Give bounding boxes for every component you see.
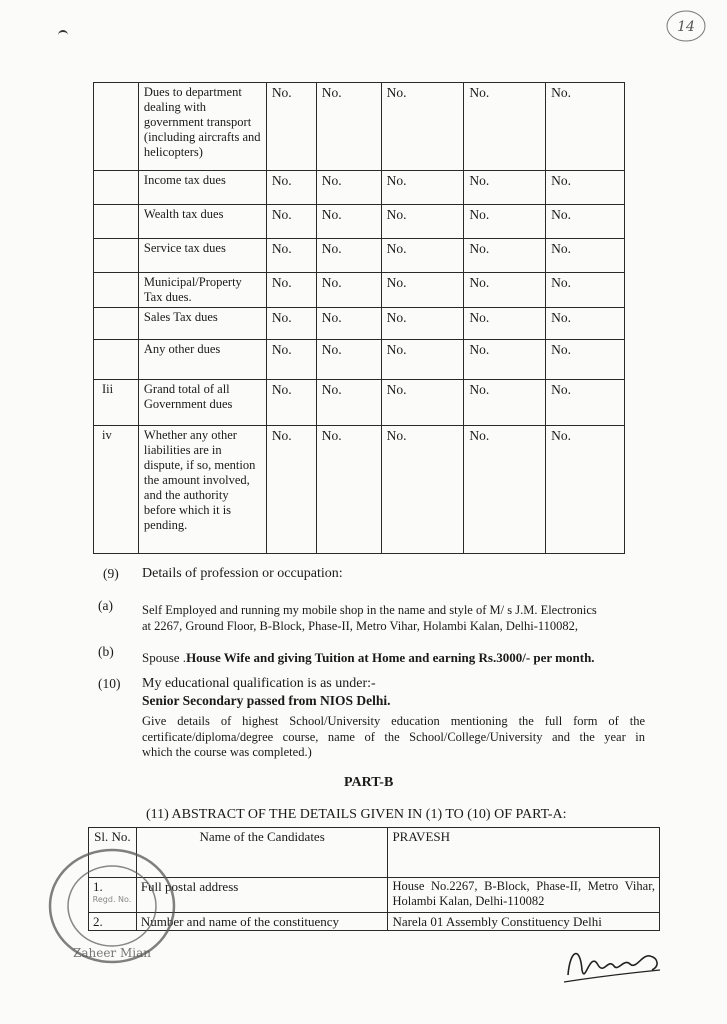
section-10-line-3: which the course was completed.) [142,745,312,759]
dues-row-value: No. [316,83,381,171]
dues-row-value: No. [546,171,625,205]
section-9a-text-2: at 2267, Ground Floor, B-Block, Phase-II, Metro Vihar, Holambi Kalan, Delhi-110082, [142,619,579,633]
abstract-row-1-label: Full postal address [136,878,388,913]
dues-row [94,308,625,340]
dues-row [94,171,625,205]
dues-table [93,82,625,554]
dues-row-number: Iii [94,380,139,426]
section-9-heading: Details of profession or occupation: [142,566,343,581]
dues-row-value: No. [316,171,381,205]
dues-row-value: No. [546,239,625,273]
section-9a-text-1: Self Employed and running my mobile shop in the name and style of M/ s J.M. Electronics [142,603,597,617]
dues-row [94,273,625,308]
section-10-number: (10) [98,676,121,691]
dues-row-value: No. [464,426,546,554]
svg-text:Regd. No.: Regd. No. [92,895,132,904]
dues-row-value: No. [464,308,546,340]
dues-row-value: No. [266,83,316,171]
dues-row [94,239,625,273]
dues-row-item: Grand total of all Government dues [138,380,266,426]
dues-row-number [94,205,139,239]
section-9a-label: (a) [98,598,113,613]
dues-row-value: No. [381,380,464,426]
dues-row-value: No. [266,171,316,205]
dues-row [94,205,625,239]
dues-row-item: Dues to department dealing with government transport (including aircrafts and helicopters) [138,83,266,171]
dues-row-value: No. [316,273,381,308]
dues-row-value: No. [464,205,546,239]
dues-row-value: No. [546,380,625,426]
page-number-mark [664,6,708,46]
dues-row-value: No. [381,83,464,171]
dues-row-number [94,340,139,380]
dues-row-value: No. [464,239,546,273]
dues-row-value: No. [464,171,546,205]
svg-text:Zaheer Mian: Zaheer Mian [73,946,151,960]
dues-row-value: No. [381,273,464,308]
notary-stamp [42,842,182,972]
dues-row-value: No. [464,273,546,308]
dues-row-item: Whether any other liabilities are in dispute, if so, mention the amount involved, and the authority before which it is pending. [138,426,266,554]
dues-row [94,340,625,380]
dues-row-number [94,273,139,308]
dues-row-number: iv [94,426,139,554]
abstract-heading: (11) ABSTRACT OF THE DETAILS GIVEN IN (1) TO (10) OF PART-A: [146,807,567,822]
section-10-answer: Senior Secondary passed from NIOS Delhi. [142,693,391,708]
abstract-row-2-value: Narela 01 Assembly Constituency Delhi [388,913,660,931]
section-10-line-2: certificate/diploma/degree course, name of the School/College/University and the year in [142,730,645,744]
dues-row-value: No. [381,205,464,239]
section-10-line-1: Give details of highest School/University education mentioning the full form of the [142,714,645,728]
dues-row-value: No. [316,239,381,273]
section-10-heading: My educational qualification is as under:- [142,676,376,691]
dues-row-number [94,171,139,205]
dues-row-value: No. [464,340,546,380]
dues-row-number [94,83,139,171]
dues-row-value: No. [381,239,464,273]
dues-row-value: No. [266,340,316,380]
dues-row-value: No. [266,380,316,426]
dues-row-value: No. [546,273,625,308]
dues-row-item: Service tax dues [138,239,266,273]
dues-row-value: No. [381,426,464,554]
dues-row-value: No. [546,340,625,380]
signature [560,930,670,990]
section-9b-text: Spouse .House Wife and giving Tuition at Home and earning Rs.3000/- per month. [142,650,595,665]
dues-row-value: No. [316,205,381,239]
dues-row-value: No. [546,205,625,239]
dues-row [94,426,625,554]
corner-mark [58,30,68,38]
dues-row-value: No. [266,239,316,273]
abstract-col-sl: Sl. No. [89,828,137,878]
dues-row-value: No. [381,308,464,340]
dues-row-value: No. [546,426,625,554]
part-b-title: PART-B [344,775,394,790]
dues-row-item: Municipal/Property Tax dues. [138,273,266,308]
dues-row-item: Any other dues [138,340,266,380]
dues-row-value: No. [266,205,316,239]
abstract-row-1-value: House No.2267, B-Block, Phase-II, Metro Vihar, Holambi Kalan, Delhi-110082 [388,878,660,913]
dues-row-value: No. [316,340,381,380]
dues-row-value: No. [266,426,316,554]
abstract-row-2-sl: 2. [89,913,137,931]
abstract-row-2-label: Number and name of the constituency [136,913,388,931]
dues-row-value: No. [316,426,381,554]
dues-row-value: No. [316,380,381,426]
dues-row-value: No. [546,83,625,171]
dues-row-value: No. [381,171,464,205]
dues-row [94,380,625,426]
dues-row-item: Sales Tax dues [138,308,266,340]
dues-row-number [94,308,139,340]
dues-row-value: No. [266,273,316,308]
dues-row-value: No. [464,83,546,171]
abstract-candidate-name: PRAVESH [388,828,660,878]
section-9-number: (9) [103,566,119,581]
abstract-col-name: Name of the Candidates [136,828,388,878]
dues-row [94,83,625,171]
dues-row-item: Income tax dues [138,171,266,205]
svg-text:14: 14 [677,19,695,35]
dues-row-value: No. [316,308,381,340]
dues-row-value: No. [546,308,625,340]
dues-row-value: No. [381,340,464,380]
dues-row-value: No. [266,308,316,340]
dues-row-item: Wealth tax dues [138,205,266,239]
dues-row-value: No. [464,380,546,426]
section-9b-label: (b) [98,644,114,659]
dues-row-number [94,239,139,273]
abstract-row-1-sl: 1. [89,878,137,913]
